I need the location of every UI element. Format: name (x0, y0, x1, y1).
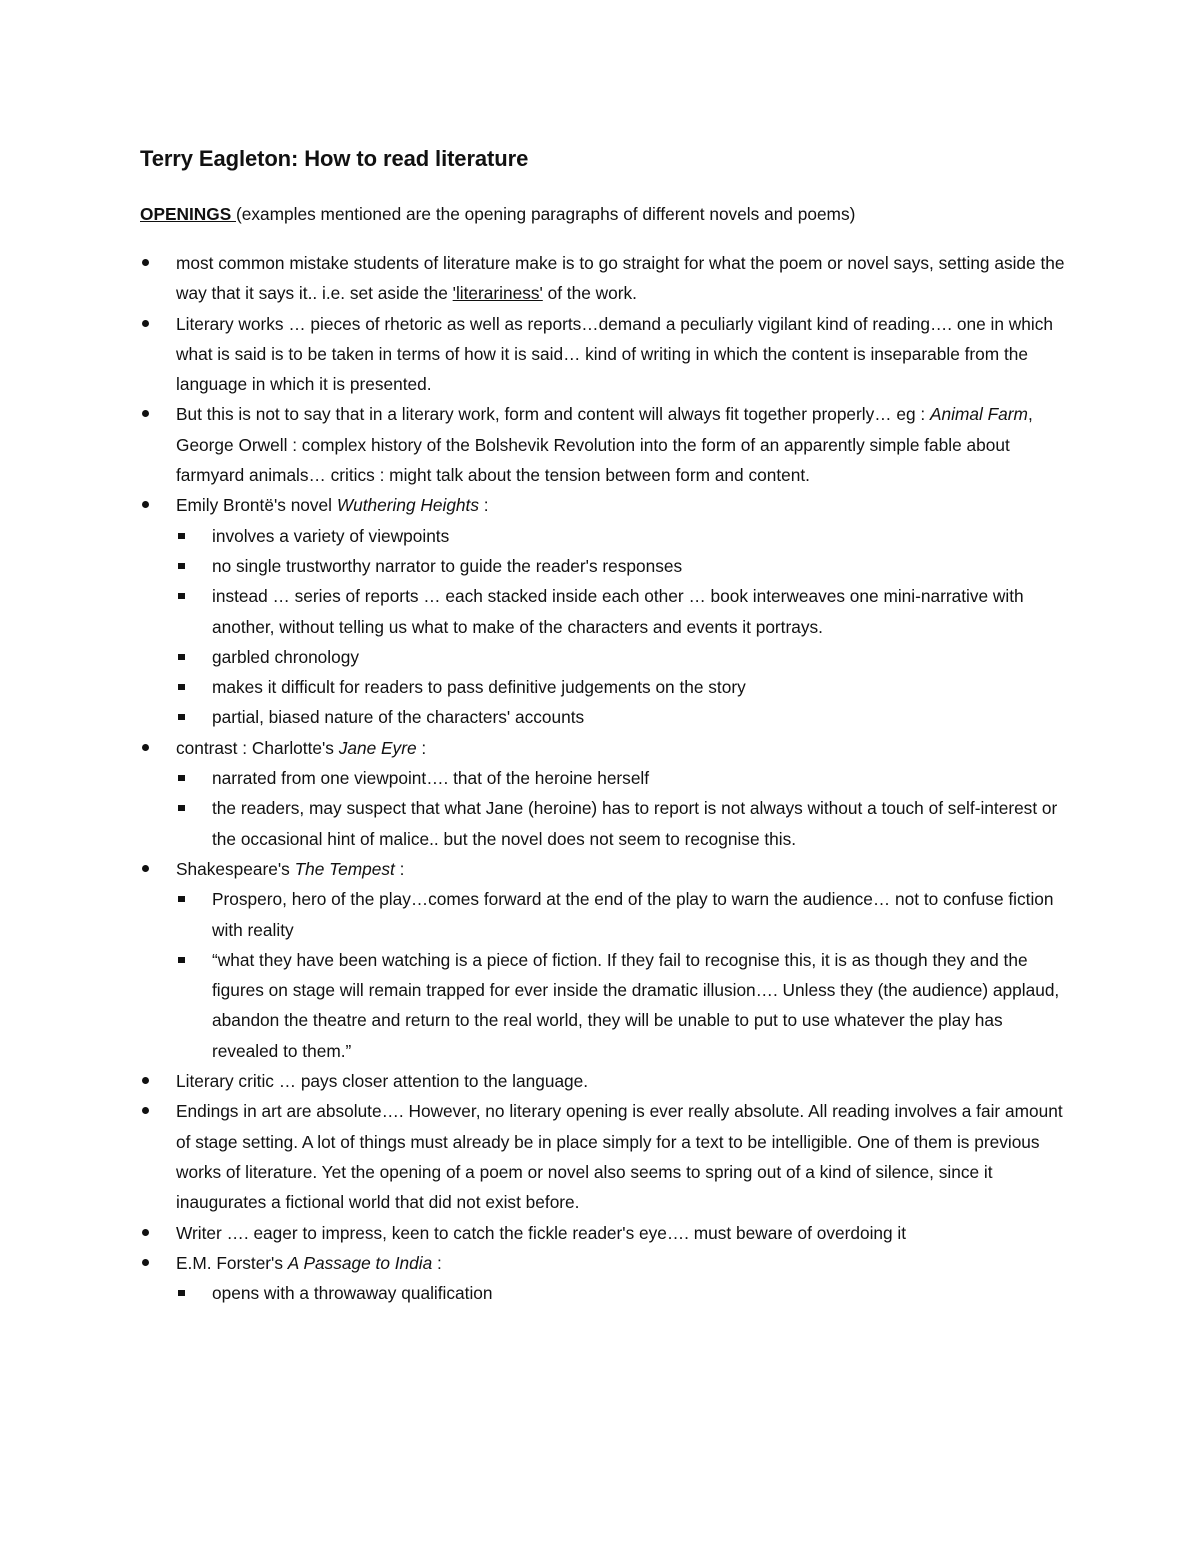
item-text: : (479, 495, 489, 516)
section-description: (examples mentioned are the opening paragraphs of different novels and poems) (236, 204, 856, 224)
item-text: : (394, 858, 405, 879)
sub-list-item: narrated from one viewpoint…. that of the heroine herself (176, 763, 1070, 793)
work-title: A Passage to India (287, 1252, 433, 1273)
list-item (140, 399, 1070, 490)
item-text: : (432, 1252, 442, 1273)
item-text: Emily Brontë's novel (176, 495, 337, 516)
notes-list (140, 248, 1070, 1308)
list-item: Endings in art are absolute…. However, no literary opening is ever really absolute. All reading involves a fair amount of stage setting. A lot of things must already be in place simply for a text to be intelligible. One of them is previous works of literature. Yet the opening of a poem or novel also seems to spring out of a kind of silence, since it inaugurates a fictional world that did not exist before. (140, 1096, 1070, 1217)
sub-list-item: Prospero, hero of the play…comes forward at the end of the play to warn the audience… not to confuse fiction with reality (176, 884, 1070, 945)
sub-list-item: no single trustworthy narrator to guide the reader's responses (176, 551, 1070, 581)
document-title: Terry Eagleton: How to read literature (140, 146, 529, 171)
sub-list (176, 1278, 1070, 1308)
sub-list-item: garbled chronology (176, 642, 1070, 672)
section-heading: OPENINGS (140, 204, 237, 224)
list-item (140, 1248, 1070, 1309)
item-text: : (416, 737, 427, 758)
sub-list (176, 763, 1070, 854)
item-text: , George Orwell : complex history of the Bolshevik Revolution into the form of an apparently simple fable about farmyard animals… critics : might talk about the tension between form and content. (176, 404, 1033, 486)
sub-list-item: instead … series of reports … each stacked inside each other … book interweaves one mini-narrative with another, without telling us what to make of the characters and events it portrays. (176, 581, 1070, 642)
list-item: Literary works … pieces of rhetoric as well as reports…demand a peculiarly vigilant kind of reading…. one in which what is said is to be taken in terms of how it is said… kind of writing in which the content is inseparable from the language in which it is presented. (140, 309, 1070, 400)
sub-list-item: the readers, may suspect that what Jane (heroine) has to report is not always without a touch of self-interest or the occasional hint of malice.. but the novel does not seem to recognise this. (176, 793, 1070, 854)
list-item (140, 248, 1070, 309)
work-title: Wuthering Heights (336, 495, 479, 516)
item-text: most common mistake students of literature make is to go straight for what the poem or novel says, setting aside the way that it says it.. i.e. set aside the (176, 253, 1065, 304)
item-text: But this is not to say that in a literary work, form and content will always fit together properly… eg : (176, 404, 930, 425)
item-text: of the work. (542, 283, 637, 304)
work-title: Jane Eyre (338, 737, 417, 758)
sub-list-item: partial, biased nature of the characters' accounts (176, 702, 1070, 732)
sub-list-item: “what they have been watching is a piece of fiction. If they fail to recognise this, it is as though they and the figures on stage will remain trapped for ever inside the dramatic illusion…. Unless they (the audience) applaud, abandon the theatre and return to the real world, they will be unable to put to use whatever the play has revealed to them.” (176, 945, 1070, 1066)
sub-list-item: makes it difficult for readers to pass definitive judgements on the story (176, 672, 1070, 702)
work-title: The Tempest (294, 858, 395, 879)
item-text: E.M. Forster's (176, 1252, 288, 1273)
work-title: Animal Farm (930, 404, 1028, 425)
list-item (140, 733, 1070, 854)
section-intro (140, 199, 855, 229)
list-item: Writer …. eager to impress, keen to catch the fickle reader's eye…. must beware of overdoing it (140, 1218, 1070, 1248)
sub-list (176, 521, 1070, 733)
item-text: contrast : Charlotte's (176, 737, 339, 758)
list-item (140, 490, 1070, 732)
list-item: Literary critic … pays closer attention to the language. (140, 1066, 1070, 1096)
underlined-term: 'literariness' (452, 283, 543, 304)
sub-list-item: opens with a throwaway qualification (176, 1278, 1070, 1308)
item-text: Shakespeare's (176, 858, 295, 879)
sub-list (176, 884, 1070, 1066)
list-item (140, 854, 1070, 1066)
sub-list-item: involves a variety of viewpoints (176, 521, 1070, 551)
